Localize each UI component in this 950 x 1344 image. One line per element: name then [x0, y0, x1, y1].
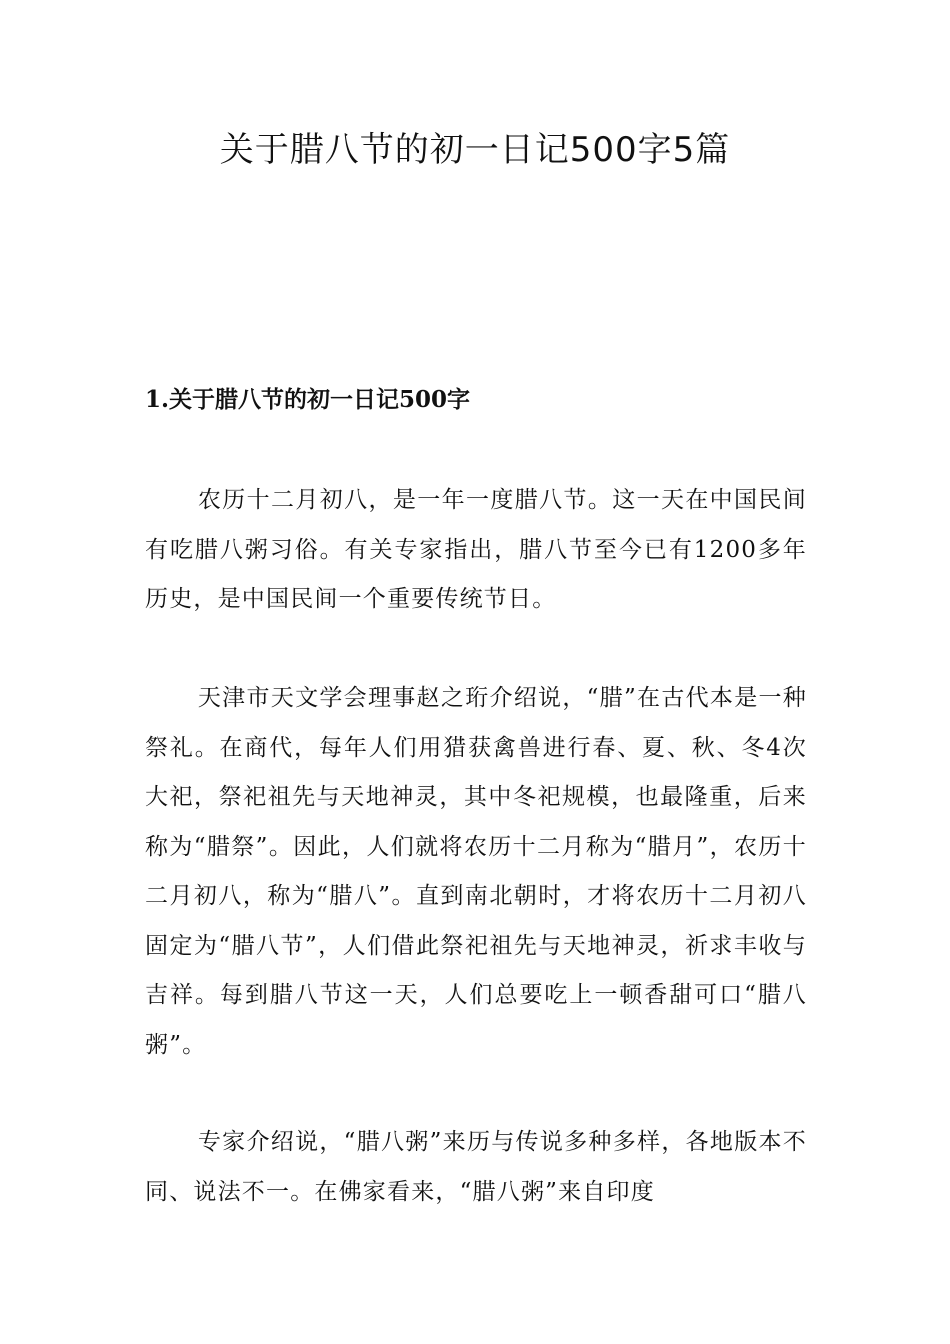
- paragraph-2: 天津市天文学会理事赵之珩介绍说，“腊”在古代本是一种祭礼。在商代，每年人们用猎获禽兽进行春、夏、秋、冬4次大祀，祭祀祖先与天地神灵，其中冬祀规模，也最隆重，后来称为“腊祭”。因此，人们就将农历十二月称为“腊月”，农历十二月初八，称为“腊八”。直到南北朝时，才将农历十二月初八固定为“腊八节”，人们借此祭祀祖先与天地神灵，祈求丰收与吉祥。每到腊八节这一天，人们总要吃上一顿香甜可口“腊八粥”。: [145, 685, 807, 1058]
- document-title: 关于腊八节的初一日记500字5篇: [219, 130, 731, 170]
- paragraph-3: 专家介绍说，“腊八粥”来历与传说多种多样，各地版本不同、说法不一。在佛家看来，“腊八粥”来自印度: [145, 1129, 807, 1205]
- section-heading: 1.关于腊八节的初一日记500字: [145, 386, 471, 413]
- paragraph-1: 农历十二月初八，是一年一度腊八节。这一天在中国民间有吃腊八粥习俗。有关专家指出，腊八节至今已有1200多年历史，是中国民间一个重要传统节日。: [145, 487, 807, 612]
